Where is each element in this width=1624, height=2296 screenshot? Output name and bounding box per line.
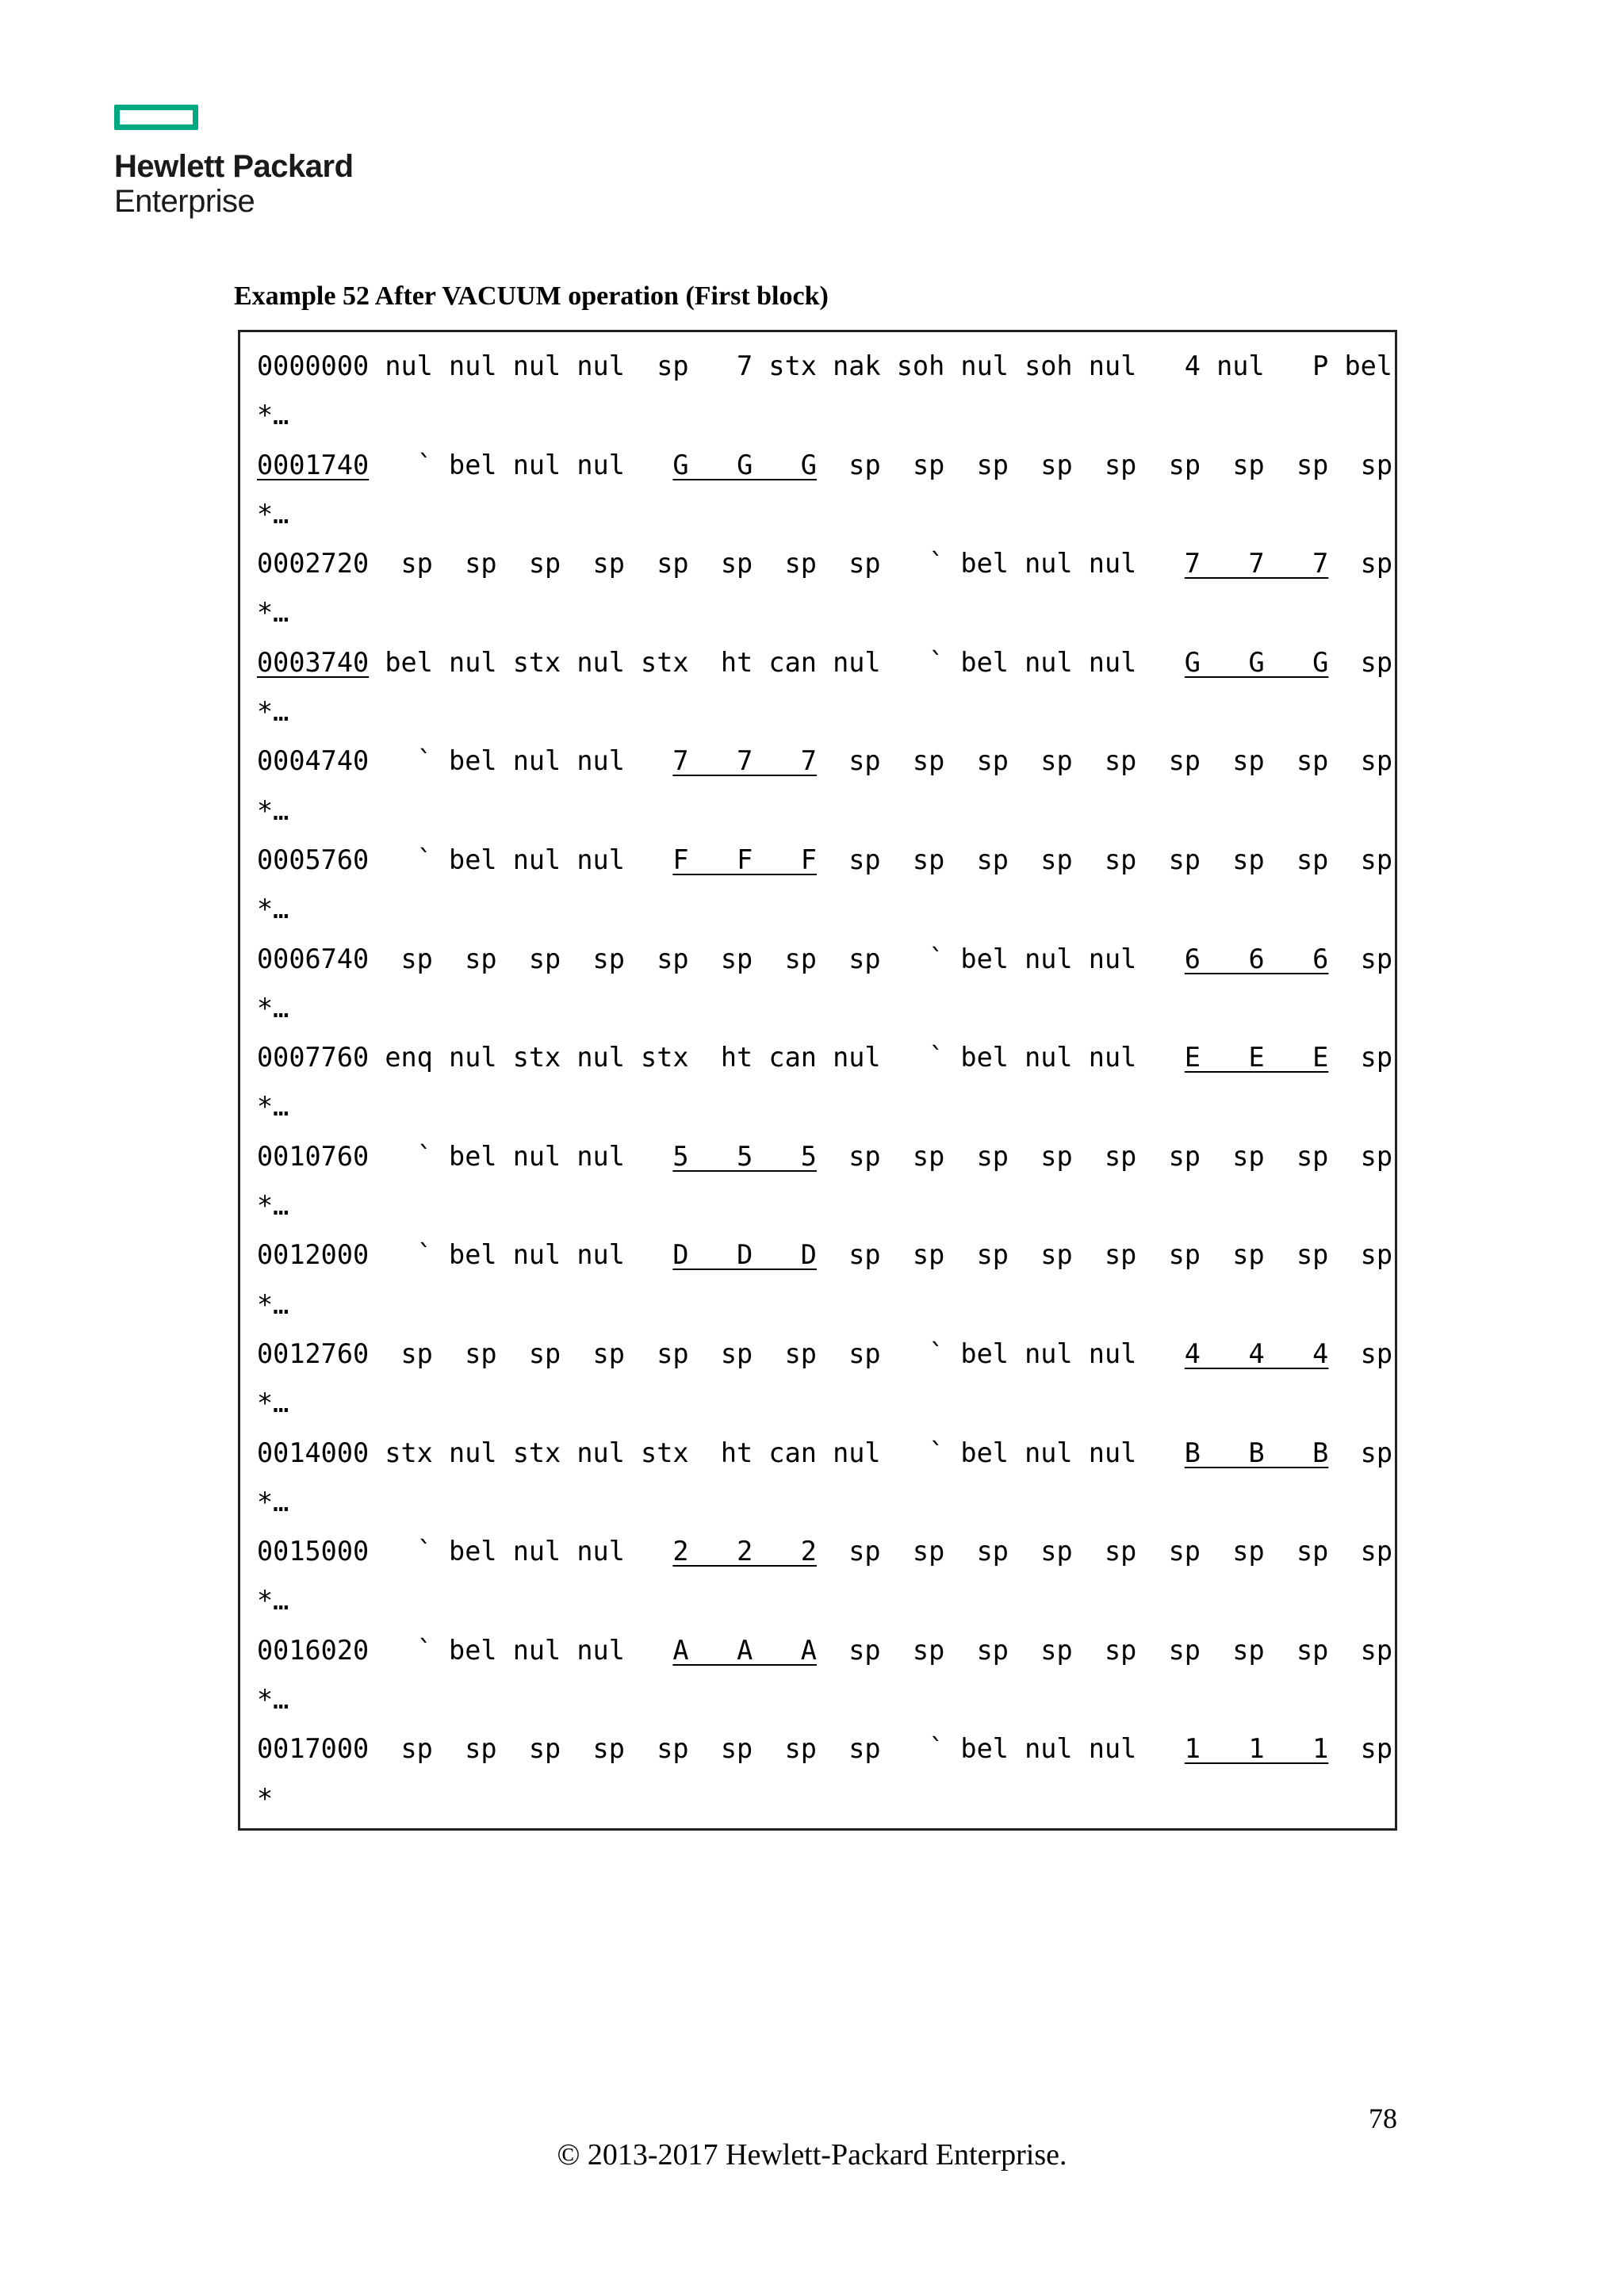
dump-line — [257, 786, 1392, 836]
dump-segment-underlined: G G G — [1184, 646, 1329, 678]
dump-line — [257, 1132, 1392, 1181]
dump-segment-underlined: A A A — [672, 1634, 817, 1666]
dump-segment: 0012760 sp sp sp sp sp sp sp sp ` bel nul nul — [257, 1337, 1185, 1369]
dump-line — [257, 1082, 1392, 1131]
dump-segment-underlined: 2 2 2 — [672, 1536, 817, 1567]
dump-segment: *… — [257, 696, 289, 728]
dump-line — [257, 1379, 1392, 1428]
dump-segment: sp sp sp sp sp sp sp sp sp — [816, 1239, 1392, 1271]
dump-segment: *… — [257, 400, 289, 431]
dump-segment: 0007760 enq nul stx nul stx ht can nul ` bel nul nul — [257, 1042, 1185, 1073]
dump-line — [257, 1181, 1392, 1230]
dump-segment: ` bel nul nul — [369, 449, 673, 480]
dump-segment: sp sp sp sp sp sp sp sp sp — [816, 1634, 1392, 1666]
dump-line — [257, 539, 1392, 588]
dump-segment: 0016020 ` bel nul nul — [257, 1634, 673, 1666]
dump-segment: *… — [257, 1190, 289, 1222]
dump-line — [257, 1230, 1392, 1280]
dump-segment: 0002720 sp sp sp sp sp sp sp sp ` bel nul nul — [257, 548, 1185, 580]
dump-segment-underlined: G G G — [672, 449, 817, 480]
dump-segment-underlined: 7 7 7 — [1184, 548, 1329, 580]
dump-segment: 0015000 ` bel nul nul — [257, 1536, 673, 1567]
dump-segment: *… — [257, 597, 289, 629]
dump-line — [257, 638, 1392, 687]
dump-segment: 0010760 ` bel nul nul — [257, 1140, 673, 1172]
dump-segment-underlined: 1 1 1 — [1184, 1733, 1329, 1765]
dump-line — [257, 1280, 1392, 1330]
dump-segment-underlined: 6 6 6 — [1184, 943, 1329, 974]
dump-line — [257, 1429, 1392, 1478]
dump-segment-underlined: 7 7 7 — [672, 745, 817, 777]
dump-segment: sp sp sp sp sp sp sp sp sp — [816, 1536, 1392, 1567]
dump-segment: bel nul stx nul stx ht can nul ` bel nul nul — [369, 646, 1185, 678]
page-number: 78 — [1369, 2103, 1397, 2134]
dump-segment: sp sp sp sp sp sp sp sp sp — [816, 1140, 1392, 1172]
dump-line — [257, 836, 1392, 885]
dump-segment: *… — [257, 1091, 289, 1123]
dump-segment: sp sp sp sp sp sp sp sp sp — [816, 745, 1392, 777]
hex-dump-box — [238, 330, 1397, 1831]
dump-segment: sp sp sp sp sp sp sp sp sp — [816, 449, 1393, 480]
dump-line — [257, 1576, 1392, 1625]
dump-line — [257, 1774, 1392, 1823]
dump-line — [257, 1478, 1392, 1527]
dump-line — [257, 1626, 1392, 1675]
dump-segment: *… — [257, 1486, 289, 1517]
dump-segment: sp — [1328, 1733, 1393, 1765]
dump-line — [257, 737, 1392, 786]
dump-segment: *… — [257, 894, 289, 925]
dump-segment: * — [257, 1782, 274, 1814]
dump-segment: 0017000 sp sp sp sp sp sp sp sp ` bel nul nul — [257, 1733, 1185, 1765]
dump-segment: sp — [1328, 1337, 1393, 1369]
dump-line — [257, 687, 1392, 737]
dump-segment-underlined: 0003740 — [257, 646, 370, 678]
dump-line — [257, 1724, 1392, 1774]
dump-segment: sp — [1328, 646, 1393, 678]
dump-segment: *… — [257, 992, 289, 1024]
dump-segment: 0000000 nul nul nul nul sp 7 stx nak soh nul soh nul 4 nul P bel — [257, 350, 1392, 381]
hpe-logo-element-icon — [114, 105, 198, 130]
hpe-logo — [114, 105, 354, 219]
dump-segment-underlined: D D D — [672, 1239, 817, 1271]
dump-segment: sp sp sp sp sp sp sp sp sp — [816, 844, 1392, 875]
dump-segment: sp — [1328, 548, 1393, 580]
logo-line-2: Enterprise — [114, 184, 255, 219]
dump-segment: *… — [257, 498, 289, 530]
dump-line — [257, 391, 1392, 440]
dump-segment: *… — [257, 1585, 289, 1617]
dump-segment: 0006740 sp sp sp sp sp sp sp sp ` bel nul nul — [257, 943, 1185, 974]
dump-line — [257, 885, 1392, 934]
dump-line — [257, 342, 1392, 391]
dump-line — [257, 935, 1392, 984]
dump-segment-underlined: F F F — [672, 844, 817, 875]
dump-segment: 0014000 stx nul stx nul stx ht can nul ` bel nul nul — [257, 1437, 1185, 1468]
hex-dump-lines — [257, 342, 1392, 1823]
dump-segment: *… — [257, 1288, 289, 1320]
dump-line — [257, 1033, 1392, 1082]
dump-segment-underlined: 5 5 5 — [672, 1140, 817, 1172]
dump-segment: *… — [257, 794, 289, 826]
dump-segment-underlined: E E E — [1184, 1042, 1329, 1073]
copyright-notice: © 2013-2017 Hewlett-Packard Enterprise. — [557, 2138, 1067, 2172]
dump-segment-underlined: B B B — [1184, 1437, 1329, 1468]
dump-line — [257, 1330, 1392, 1379]
dump-segment: sp — [1328, 1437, 1393, 1468]
dump-segment: 0004740 ` bel nul nul — [257, 745, 673, 777]
dump-line — [257, 1527, 1392, 1576]
dump-segment: sp — [1328, 943, 1393, 974]
dump-line — [257, 984, 1392, 1033]
hpe-logo-wordmark — [114, 149, 354, 219]
dump-segment: 0005760 ` bel nul nul — [257, 844, 673, 875]
dump-line — [257, 588, 1392, 637]
dump-segment: 0012000 ` bel nul nul — [257, 1239, 673, 1271]
dump-segment-underlined: 4 4 4 — [1184, 1337, 1329, 1369]
dump-segment: *… — [257, 1387, 289, 1419]
dump-line — [257, 490, 1392, 539]
dump-segment-underlined: 0001740 — [257, 449, 370, 480]
dump-line — [257, 1675, 1392, 1724]
dump-segment: sp — [1328, 1042, 1393, 1073]
logo-line-1: Hewlett Packard — [114, 149, 354, 184]
example-caption: Example 52 After VACUUM operation (First block) — [234, 281, 829, 311]
dump-segment: *… — [257, 1684, 289, 1716]
dump-line — [257, 441, 1392, 490]
